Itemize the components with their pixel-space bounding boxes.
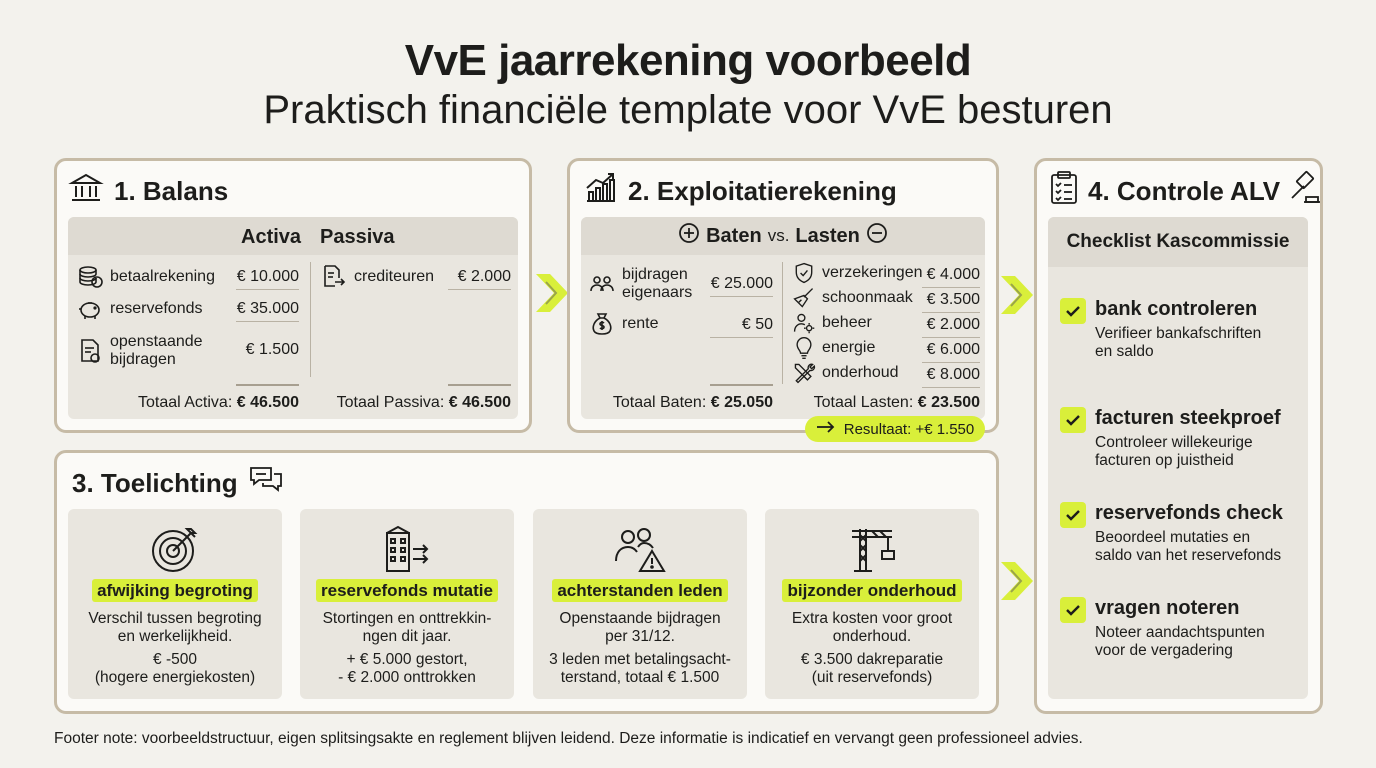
- checklist-item-desc: Noteer aandachtspunten: [1095, 624, 1265, 641]
- card-line: per 31/12.: [605, 628, 675, 645]
- page-subtitle: Praktisch financiële template voor VvE besturen: [263, 88, 1113, 132]
- passiva-sum-line: [448, 384, 511, 386]
- totaal-baten-label: Totaal Baten:: [612, 394, 707, 411]
- lasten-label-schoonmaak: schoonmaak: [822, 289, 913, 306]
- checklist-title: Checklist Kascommissie: [1066, 231, 1290, 252]
- passiva-label: Passiva: [320, 226, 395, 248]
- card-title-text: achterstanden leden: [552, 579, 727, 602]
- totaal-lasten-value: € 23.500: [917, 394, 980, 411]
- chevron-right-icon: [997, 272, 1037, 318]
- balans-divider: [310, 262, 311, 377]
- balans-heading: 1. Balans: [114, 176, 229, 206]
- minus-circle-icon: [866, 222, 888, 250]
- totaal-lasten: [786, 394, 980, 412]
- lasten-label-verzekeringen: verzekeringen: [822, 264, 923, 281]
- totaal-activa-value: € 46.500: [236, 394, 299, 411]
- label-line: eigenaars: [622, 284, 693, 301]
- activa-label: Activa: [241, 226, 302, 248]
- controle-header: [1046, 170, 1322, 213]
- crane-icon: [846, 523, 898, 575]
- checklist-item-desc: voor de vergadering: [1095, 642, 1233, 659]
- checklist-item-desc: en saldo: [1095, 343, 1154, 360]
- activa-row: [76, 333, 203, 369]
- baten-amount: € 25.000: [710, 275, 773, 297]
- target-icon: [149, 523, 201, 575]
- activa-amount: € 1.500: [245, 341, 299, 358]
- card-title-text: bijzonder onderhoud: [782, 579, 961, 602]
- checkbox-checked-icon: [1060, 298, 1086, 324]
- checkbox-checked-icon: [1060, 597, 1086, 623]
- passiva-row: [320, 263, 434, 291]
- plus-circle-icon: [678, 222, 700, 250]
- card-line: Openstaande bijdragen: [559, 610, 721, 627]
- totaal-lasten-label: Totaal Lasten:: [813, 394, 914, 411]
- activa-label-openstaande: [110, 333, 203, 369]
- card-line: € 3.500 dakreparatie: [800, 651, 944, 668]
- card-title: [533, 581, 747, 601]
- invoice-icon: [76, 337, 104, 365]
- activa-row: [76, 263, 215, 291]
- chevron-right-icon: [997, 558, 1037, 604]
- piggy-bank-icon: [76, 295, 104, 323]
- card-line: + € 5.000 gestort,: [346, 651, 468, 668]
- controle-heading: 4. Controle ALV: [1088, 176, 1281, 206]
- lasten-amount: € 4.000: [922, 266, 980, 288]
- card-title-text: afwijking begroting: [92, 579, 258, 602]
- baten-label: Baten: [706, 224, 762, 247]
- activa-row: [76, 295, 203, 323]
- lasten-amount: € 6.000: [922, 341, 980, 363]
- lasten-row: [792, 336, 875, 360]
- checklist-item-desc: Controleer willekeurige: [1095, 434, 1253, 451]
- card-line: onderhoud.: [832, 628, 912, 645]
- activa-label-betaalrekening: betaalrekening: [110, 268, 215, 285]
- checklist-item-title: reservefonds check: [1095, 502, 1283, 524]
- card-line: en werkelijkheid.: [117, 628, 233, 645]
- baten-amount: € 50: [710, 316, 773, 338]
- totaal-passiva: [310, 394, 511, 412]
- lasten-row: [792, 311, 872, 335]
- footer-note: Footer note: voorbeeldstructuur, eigen splitsingsakte en reglement blijven leidend. Deze informatie is indicatief en vervangt geen professioneel advies.: [54, 730, 1083, 747]
- toelichting-card: [300, 509, 514, 699]
- checklist-item-desc: facturen op juistheid: [1095, 452, 1234, 469]
- checkbox-checked-icon: [1060, 502, 1086, 528]
- activa-sum-line: [236, 384, 299, 386]
- gavel-icon: [1286, 170, 1322, 213]
- building-transfer-icon: [381, 523, 433, 575]
- clipboard-checklist-icon: [1046, 170, 1082, 213]
- lasten-label-beheer: beheer: [822, 314, 872, 331]
- balans-header: [68, 170, 228, 213]
- card-line: Extra kosten voor groot: [791, 610, 953, 627]
- checklist-item-desc: Beoordeel mutaties en: [1095, 529, 1251, 546]
- activa-amount: € 10.000: [236, 268, 299, 290]
- document-out-icon: [320, 263, 348, 291]
- baten-row: [588, 310, 658, 338]
- label-line: bijdragen: [622, 266, 688, 283]
- exploitatie-divider: [782, 262, 783, 384]
- baten-label-bijdragen: [622, 266, 692, 302]
- resultaat-badge: [805, 416, 985, 442]
- lasten-row: [792, 286, 913, 310]
- card-line: (hogere energiekosten): [94, 669, 256, 686]
- toelichting-card: [533, 509, 747, 699]
- people-icon: [588, 270, 616, 298]
- totaal-activa-label: Totaal Activa:: [137, 394, 233, 411]
- card-line: - € 2.000 onttrokken: [338, 669, 476, 686]
- card-line: ngen dit jaar.: [362, 628, 452, 645]
- label-line: openstaande: [110, 333, 203, 350]
- card-line: € -500: [153, 651, 197, 668]
- totaal-passiva-label: Totaal Passiva:: [336, 394, 445, 411]
- label-line: bijdragen: [110, 351, 176, 368]
- card-line: terstand, totaal € 1.500: [560, 669, 720, 686]
- card-title: [300, 581, 514, 601]
- checklist-item-title: facturen steekproef: [1095, 407, 1281, 429]
- toelichting-heading: 3. Toelichting: [72, 468, 238, 498]
- lasten-label: Lasten: [795, 224, 860, 247]
- lasten-label-onderhoud: onderhoud: [822, 364, 899, 381]
- broom-icon: [792, 286, 816, 310]
- checklist-item-title: bank controleren: [1095, 298, 1258, 320]
- coins-icon: [76, 263, 104, 291]
- passiva-label-crediteuren: crediteuren: [354, 268, 435, 285]
- lasten-row: [792, 361, 899, 385]
- card-title-text: reservefonds mutatie: [316, 579, 498, 602]
- shield-icon: [792, 261, 816, 285]
- activa-label-reservefonds: reservefonds: [110, 300, 203, 317]
- toelichting-header: [72, 462, 284, 505]
- lightbulb-icon: [792, 336, 816, 360]
- exploitatie-heading: 2. Exploitatierekening: [628, 176, 897, 206]
- balans-table-header: [68, 217, 518, 255]
- page-title: VvE jaarrekening voorbeeld: [404, 36, 972, 85]
- baten-label-rente: rente: [622, 315, 659, 332]
- vs-label: vs.: [767, 226, 790, 245]
- lasten-label-energie: energie: [822, 339, 876, 356]
- totaal-baten-value: € 25.050: [710, 394, 773, 411]
- card-line: Verschil tussen begroting: [88, 610, 262, 627]
- toelichting-card: [68, 509, 282, 699]
- baten-sum-line: [710, 384, 773, 386]
- arrow-right-icon: [816, 420, 836, 438]
- bank-icon: [68, 170, 104, 213]
- toelichting-card: [765, 509, 979, 699]
- totaal-passiva-value: € 46.500: [448, 394, 511, 411]
- totaal-baten: [590, 394, 773, 412]
- passiva-amount: € 2.000: [448, 268, 511, 290]
- tools-icon: [792, 361, 816, 385]
- people-warning-icon: [614, 523, 666, 575]
- checkbox-checked-icon: [1060, 407, 1086, 433]
- lasten-row: [792, 261, 923, 285]
- chevron-right-icon: [532, 270, 572, 316]
- card-title: [765, 581, 979, 601]
- resultaat-text: Resultaat: +€ 1.550: [843, 420, 975, 438]
- checklist-header: [1048, 217, 1308, 267]
- lasten-amount: € 2.000: [922, 316, 980, 338]
- checklist-item-desc: saldo van het reservefonds: [1095, 547, 1282, 564]
- person-gear-icon: [792, 311, 816, 335]
- baten-row: [588, 266, 692, 302]
- exploitatie-table-header: [581, 217, 985, 255]
- checklist-item-desc: Verifieer bankafschriften: [1095, 325, 1262, 342]
- card-title: [68, 581, 282, 601]
- checklist-item-title: vragen noteren: [1095, 597, 1240, 619]
- card-line: Stortingen en onttrekkin-: [322, 610, 492, 627]
- speech-bubbles-icon: [248, 462, 284, 505]
- card-line: 3 leden met betalingsacht-: [549, 651, 731, 668]
- activa-amount: € 35.000: [236, 300, 299, 322]
- totaal-activa: [100, 394, 299, 412]
- exploitatie-header: [582, 170, 897, 213]
- card-line: (uit reservefonds): [811, 669, 933, 686]
- lasten-amount: € 3.500: [922, 291, 980, 313]
- money-bag-icon: [588, 310, 616, 338]
- lasten-amount: € 8.000: [922, 366, 980, 388]
- growth-chart-icon: [582, 170, 618, 213]
